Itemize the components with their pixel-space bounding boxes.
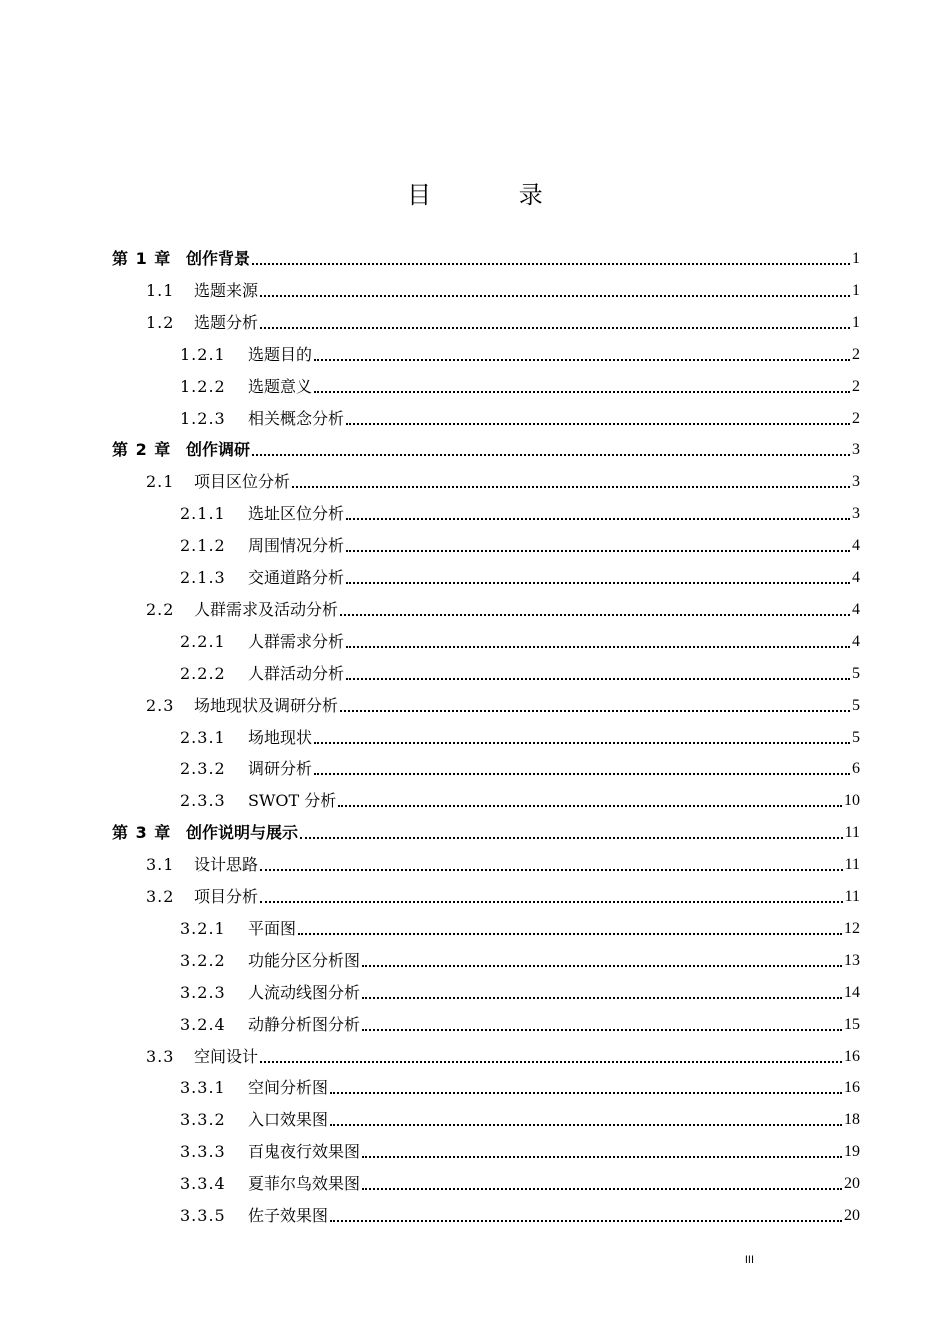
toc-entry-title: 周围情况分析	[248, 536, 345, 556]
toc-dot-leader	[330, 1123, 842, 1126]
toc-entry-number: 2.1	[146, 472, 175, 492]
toc-entry[interactable]	[112, 245, 860, 269]
toc-dot-leader	[260, 294, 850, 297]
toc-entry-page: 1	[852, 313, 860, 331]
toc-entry-title: 调研分析	[248, 759, 313, 779]
toc-entry[interactable]	[180, 787, 860, 811]
toc-entry-title: 佐子效果图	[248, 1206, 329, 1225]
toc-entry[interactable]	[180, 1074, 860, 1098]
toc-dot-leader	[252, 262, 850, 265]
toc-entry-title: 项目区位分析	[194, 472, 291, 492]
toc-entry[interactable]	[112, 436, 860, 460]
toc-entry[interactable]	[180, 564, 860, 588]
toc-entry-title: 人群活动分析	[248, 663, 345, 683]
toc-dot-leader	[298, 932, 842, 935]
toc-entry-number: 2.3.3	[180, 791, 226, 811]
toc-entry-title: 相关概念分析	[248, 408, 345, 428]
toc-entry-number: 第 2 章	[112, 440, 172, 460]
toc-entry[interactable]	[180, 405, 860, 429]
toc-entry[interactable]	[180, 532, 860, 556]
toc-entry[interactable]	[180, 979, 860, 1003]
toc-entry-page: 6	[852, 760, 860, 778]
toc-entry-page: 2	[852, 409, 860, 427]
toc-dot-leader	[260, 900, 843, 903]
toc-entry-title: 夏菲尔鸟效果图	[248, 1174, 361, 1194]
toc-entry-number: 2.3.1	[180, 727, 226, 747]
page-number: III	[744, 1254, 754, 1266]
toc-entry-title: 创作调研	[186, 440, 251, 460]
toc-entry-page: 4	[852, 600, 860, 618]
toc-entry-number: 1.1	[146, 280, 175, 300]
toc-entry-page: 11	[844, 824, 860, 842]
toc-entry[interactable]	[180, 373, 860, 397]
toc-dot-leader	[260, 868, 843, 871]
toc-entry-page: 1	[852, 281, 860, 299]
toc-dot-leader	[346, 677, 850, 680]
toc-entry[interactable]	[180, 947, 860, 971]
toc-entry-title: 设计思路	[194, 855, 259, 875]
toc-entry-page: 11	[844, 856, 860, 874]
toc-entry-number: 3.1	[146, 855, 175, 875]
toc-entry[interactable]	[180, 1011, 860, 1035]
toc-dot-leader	[300, 836, 843, 839]
toc-entry-number: 3.2.2	[180, 950, 226, 970]
toc-entry[interactable]	[180, 724, 860, 748]
toc-entry[interactable]	[112, 819, 860, 843]
toc-entry[interactable]	[146, 468, 860, 492]
toc-dot-leader	[314, 358, 850, 361]
toc-entry-page: 18	[844, 1111, 860, 1129]
page-title: 目 录	[407, 181, 583, 209]
toc-dot-leader	[252, 453, 850, 456]
toc-entry[interactable]	[146, 596, 860, 620]
toc-entry-number: 2.2	[146, 599, 175, 619]
toc-dot-leader	[330, 1219, 842, 1222]
toc-entry[interactable]	[180, 1106, 860, 1130]
toc-entry-page: 4	[852, 632, 860, 650]
toc-entry[interactable]	[180, 341, 860, 365]
toc-entry-title: 平面图	[248, 918, 297, 938]
toc-entry-title: 创作背景	[186, 249, 251, 268]
toc-entry-number: 3.3.4	[180, 1174, 226, 1194]
toc-dot-leader	[260, 1060, 842, 1063]
toc-entry-page: 16	[844, 1079, 860, 1097]
toc-entry-title: 入口效果图	[248, 1110, 329, 1130]
toc-entry[interactable]	[146, 883, 860, 907]
toc-entry-number: 3.3.2	[180, 1110, 226, 1130]
toc-entry-number: 第 3 章	[112, 823, 172, 843]
toc-entry-number: 3.2.3	[180, 982, 226, 1002]
toc-entry-page: 4	[852, 537, 860, 555]
toc-entry-number: 3.3.5	[180, 1206, 226, 1225]
toc-dot-leader	[340, 709, 850, 712]
toc-entry[interactable]	[180, 755, 860, 779]
toc-entry[interactable]	[180, 1138, 860, 1162]
toc-entry-title: 场地现状及调研分析	[194, 695, 339, 715]
toc-entry[interactable]	[146, 277, 860, 301]
toc-entry-page: 4	[852, 569, 860, 586]
toc-entry-title: 空间设计	[194, 1046, 259, 1066]
toc-entry[interactable]	[180, 500, 860, 524]
toc-entry-title: 选题意义	[248, 376, 313, 396]
toc-dot-leader	[260, 326, 850, 329]
toc-entry-number: 2.1.3	[180, 568, 226, 587]
toc-entry-page: 3	[852, 441, 860, 459]
toc-entry-number: 3.3.3	[180, 1142, 226, 1162]
toc-entry-number: 3.2.4	[180, 1014, 226, 1034]
toc-entry-page: 13	[844, 951, 860, 969]
toc-dot-leader	[346, 645, 850, 648]
toc-entry-title: 交通道路分析	[248, 568, 345, 587]
toc-dot-leader	[346, 517, 850, 520]
toc-entry-page: 11	[844, 888, 860, 905]
toc-entry-title: 人群需求分析	[248, 631, 345, 651]
toc-entry-title: 选址区位分析	[248, 504, 345, 524]
toc-entry-number: 1.2.3	[180, 408, 226, 428]
toc-entry[interactable]	[180, 628, 860, 652]
toc-entry-number: 3.2	[146, 887, 175, 906]
toc-dot-leader	[292, 485, 850, 488]
toc-entry-title: 百鬼夜行效果图	[248, 1142, 361, 1162]
toc-entry-page: 19	[844, 1143, 860, 1161]
toc-entry[interactable]	[146, 692, 860, 716]
toc-dot-leader	[340, 613, 850, 616]
toc-entry-title: 人群需求及活动分析	[194, 599, 339, 619]
toc-dot-leader	[346, 422, 850, 425]
toc-entry-title: 选题分析	[194, 312, 259, 332]
toc-dot-leader	[346, 549, 850, 552]
toc-entry-page: 20	[844, 1207, 860, 1224]
toc-entry-number: 3.3	[146, 1046, 175, 1066]
toc-dot-leader	[362, 1187, 842, 1190]
toc-entry-page: 5	[852, 664, 860, 682]
toc-entry-page: 2	[852, 377, 860, 395]
toc-entry-number: 1.2.1	[180, 344, 226, 364]
toc-entry-title: 选题目的	[248, 344, 313, 364]
toc-entry-page: 3	[852, 505, 860, 523]
toc-dot-leader	[330, 1091, 842, 1094]
toc-entry-title: 动静分析图分析	[248, 1014, 361, 1034]
toc-entry-number: 1.2.2	[180, 376, 226, 396]
toc-entry-title: 场地现状	[248, 727, 313, 747]
toc-entry-number: 2.1.2	[180, 536, 226, 556]
toc-entry-page: 1	[852, 250, 860, 267]
toc-entry-number: 2.3	[146, 695, 175, 715]
toc-dot-leader	[362, 996, 842, 999]
toc-dot-leader	[338, 804, 842, 807]
toc-dot-leader	[362, 964, 842, 967]
toc-entry-number: 3.2.1	[180, 918, 226, 938]
toc-entry-page: 20	[844, 1175, 860, 1193]
toc-entry-title: 功能分区分析图	[248, 950, 361, 970]
toc-entry-page: 5	[852, 728, 860, 746]
toc-entry-title: SWOT 分析	[248, 791, 337, 811]
toc-entry[interactable]	[146, 309, 860, 333]
toc-entry-number: 3.3.1	[180, 1078, 226, 1098]
toc-entry-title: 创作说明与展示	[186, 823, 299, 843]
toc-entry-number: 2.3.2	[180, 759, 226, 779]
toc-entry-page: 16	[844, 1047, 860, 1065]
toc-entry-number: 2.1.1	[180, 504, 226, 524]
toc-entry[interactable]	[180, 1170, 860, 1194]
toc-entry-page: 5	[852, 696, 860, 714]
toc-entry[interactable]	[146, 1043, 860, 1067]
toc-dot-leader	[314, 390, 850, 393]
toc-entry-title: 项目分析	[194, 887, 259, 906]
toc-entry-page: 10	[844, 792, 860, 810]
toc-entry-page: 3	[852, 473, 860, 491]
toc-entry-title: 空间分析图	[248, 1078, 329, 1098]
toc-entry-page: 15	[844, 1015, 860, 1033]
toc-entry-number: 第 1 章	[112, 249, 172, 268]
toc-entry[interactable]	[146, 851, 860, 875]
toc-entry-number: 2.2.1	[180, 631, 226, 651]
toc-entry-page: 2	[852, 345, 860, 363]
toc-entry-page: 12	[844, 919, 860, 937]
toc-entry[interactable]	[180, 1202, 860, 1226]
toc-entry-title: 选题来源	[194, 280, 259, 300]
toc-dot-leader	[346, 581, 850, 584]
toc-entry-page: 14	[844, 983, 860, 1001]
toc-dot-leader	[362, 1155, 842, 1158]
toc-entry-number: 2.2.2	[180, 663, 226, 683]
toc-dot-leader	[314, 772, 850, 775]
toc-dot-leader	[314, 741, 850, 744]
toc-entry[interactable]	[180, 915, 860, 939]
toc-entry[interactable]	[180, 660, 860, 684]
toc-entry-title: 人流动线图分析	[248, 982, 361, 1002]
toc-entry-number: 1.2	[146, 312, 175, 332]
toc-dot-leader	[362, 1028, 842, 1031]
